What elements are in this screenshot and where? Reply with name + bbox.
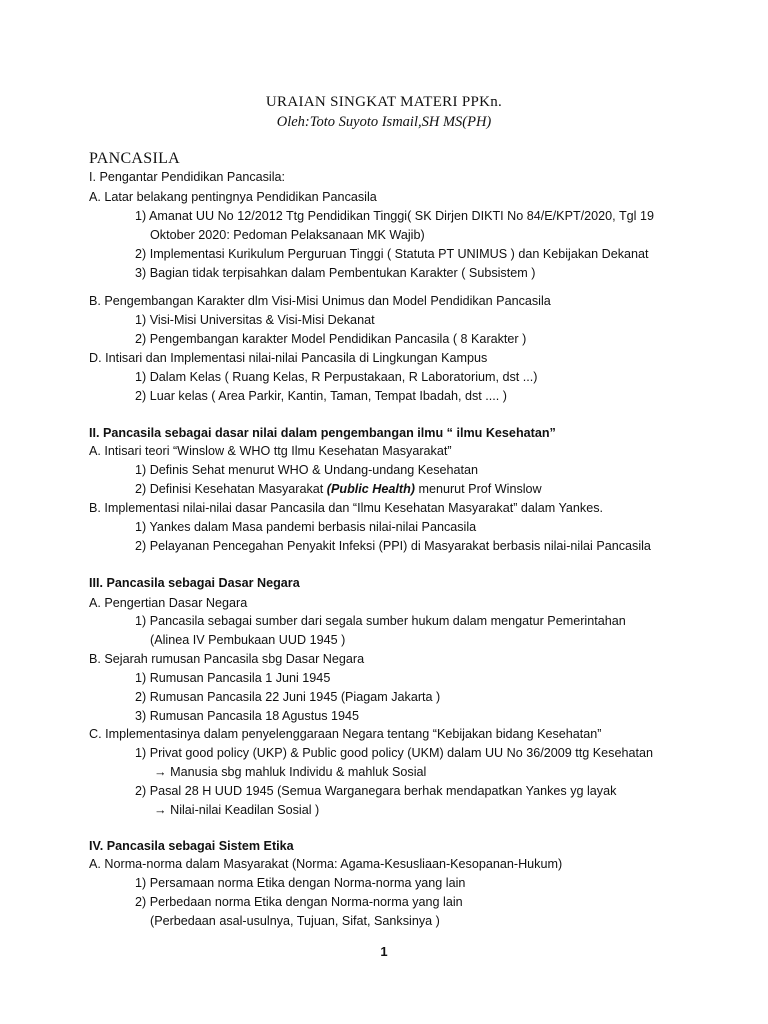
section-2-a-item-1: 1) Definis Sehat menurut WHO & Undang-undang Kesehatan — [135, 463, 479, 477]
section-4-a-item-2: 2) Perbedaan norma Etika dengan Norma-norma yang lain — [135, 895, 463, 909]
section-3-b-item-1: 1) Rumusan Pancasila 1 Juni 1945 — [135, 671, 331, 685]
section-1-a-item-2: 2) Implementasi Kurikulum Perguruan Tinggi ( Statuta PT UNIMUS ) dan Kebijakan Dekanat — [135, 247, 649, 261]
section-1-d-item-2: 2) Luar kelas ( Area Parkir, Kantin, Taman, Tempat Ibadah, dst .... ) — [135, 389, 507, 403]
section-3-title: III. Pancasila sebagai Dasar Negara — [89, 576, 300, 590]
section-4-a-title: A. Norma-norma dalam Masyarakat (Norma: Agama-Kesusliaan-Kesopanan-Hukum) — [89, 857, 563, 871]
section-1-d-item-1: 1) Dalam Kelas ( Ruang Kelas, R Perpustakaan, R Laboratorium, dst ...) — [135, 370, 538, 384]
section-3-a-item-1-cont: (Alinea IV Pembukaan UUD 1945 ) — [150, 633, 346, 647]
section-1-b-title: B. Pengembangan Karakter dlm Visi-Misi Unimus dan Model Pendidikan Pancasila — [89, 294, 551, 308]
section-2-a-item-2-post: menurut Prof Winslow — [414, 482, 542, 496]
section-1-a-item-3: 3) Bagian tidak terpisahkan dalam Pembentukan Karakter ( Subsistem ) — [135, 266, 536, 280]
section-1-b-item-2: 2) Pengembangan karakter Model Pendidikan Pancasila ( 8 Karakter ) — [135, 332, 527, 346]
section-4-a-item-1: 1) Persamaan norma Etika dengan Norma-norma yang lain — [135, 876, 466, 890]
section-1-title: I. Pengantar Pendidikan Pancasila: — [89, 170, 286, 184]
main-heading: PANCASILA — [89, 150, 181, 167]
section-2-a-title: A. Intisari teori “Winslow & WHO ttg Ilmu Kesehatan Masyarakat” — [89, 444, 452, 458]
section-3-b-item-2: 2) Rumusan Pancasila 22 Juni 1945 (Piagam Jakarta ) — [135, 690, 441, 704]
section-3-b-title: B. Sejarah rumusan Pancasila sbg Dasar Negara — [89, 652, 365, 666]
section-4-title: IV. Pancasila sebagai Sistem Etika — [89, 839, 294, 853]
section-2-title: II. Pancasila sebagai dasar nilai dalam pengembangan ilmu “ ilmu Kesehatan” — [89, 426, 556, 440]
section-2-a-item-2-pre: 2) Definisi Kesehatan Masyarakat — [135, 482, 327, 496]
section-4-a-item-2-cont: (Perbedaan asal-usulnya, Tujuan, Sifat, Sanksinya ) — [150, 914, 440, 928]
section-1-a-title: A. Latar belakang pentingnya Pendidikan Pancasila — [89, 190, 377, 204]
document-author: Oleh:Toto Suyoto Ismail,SH MS(PH) — [276, 114, 492, 130]
page-number: 1 — [380, 944, 388, 959]
section-3-c-item-2-sub: → Nilai-nilai Keadilan Sosial ) — [154, 803, 320, 817]
section-3-c-item-1-sub: → Manusia sbg mahluk Individu & mahluk Sosial — [154, 765, 427, 779]
section-3-a-title: A. Pengertian Dasar Negara — [89, 596, 248, 610]
section-1-d-title: D. Intisari dan Implementasi nilai-nilai Pancasila di Lingkungan Kampus — [89, 351, 488, 365]
section-1-b-item-1: 1) Visi-Misi Universitas & Visi-Misi Dekanat — [135, 313, 375, 327]
section-3-b-item-3: 3) Rumusan Pancasila 18 Agustus 1945 — [135, 709, 360, 723]
document-title: URAIAN SINGKAT MATERI PPKn. — [265, 94, 503, 110]
section-3-a-item-1: 1) Pancasila sebagai sumber dari segala sumber hukum dalam mengatur Pemerintahan — [135, 614, 626, 628]
section-3-c-item-2: 2) Pasal 28 H UUD 1945 (Semua Warganegara berhak mendapatkan Yankes yg layak — [135, 784, 617, 798]
section-2-b-title: B. Implementasi nilai-nilai dasar Pancasila dan “Ilmu Kesehatan Masyarakat” dalam Yankes. — [89, 501, 604, 515]
section-1-a-item-1-cont: Oktober 2020: Pedoman Pelaksanaan MK Wajib) — [150, 228, 425, 242]
section-2-a-item-2 — [135, 480, 542, 499]
section-3-c-item-1: 1) Privat good policy (UKP) & Public good policy (UKM) dalam UU No 36/2009 ttg Kesehatan — [135, 746, 653, 760]
section-2-b-item-2: 2) Pelayanan Pencegahan Penyakit Infeksi (PPI) di Masyarakat berbasis nilai-nilai Pancasila — [135, 539, 651, 553]
section-1-a-item-1: 1) Amanat UU No 12/2012 Ttg Pendidikan Tinggi( SK Dirjen DIKTI No 84/E/KPT/2020, Tgl 19 — [135, 209, 654, 223]
section-2-a-item-2-emphasis: (Public Health) — [326, 482, 415, 496]
section-2-b-item-1: 1) Yankes dalam Masa pandemi berbasis nilai-nilai Pancasila — [135, 520, 477, 534]
section-3-c-title: C. Implementasinya dalam penyelenggaraan Negara tentang “Kebijakan bidang Kesehatan” — [89, 727, 602, 741]
